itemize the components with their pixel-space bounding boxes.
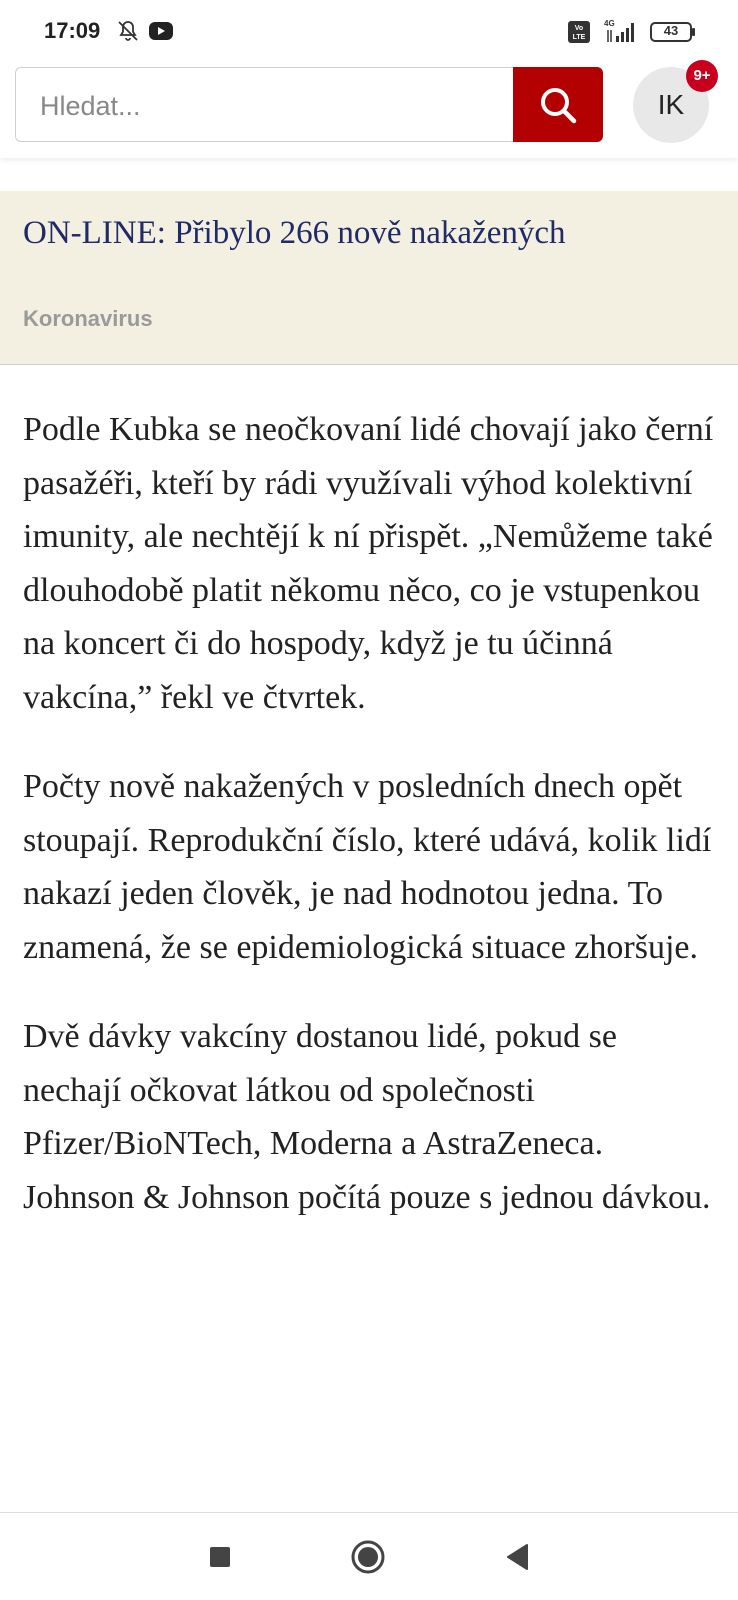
- search-box: [15, 67, 515, 142]
- article-body: [23, 403, 723, 1260]
- svg-text:Vo: Vo: [574, 25, 584, 32]
- breaking-news-strip[interactable]: [0, 191, 738, 365]
- home-circle-icon[interactable]: [346, 1535, 390, 1579]
- avatar-initials: IK: [657, 89, 685, 120]
- bell-off-icon: [116, 19, 140, 43]
- youtube-icon: [148, 19, 174, 43]
- signal-4g-icon: [600, 18, 640, 44]
- notification-badge[interactable]: 9+: [686, 60, 718, 92]
- article-paragraph: Počty nově nakažených v posledních dnech opět stoupají. Reprodukční číslo, které udává, kolik lidí nakazí jeden člověk, je nad hodnotou jedna. To znamená, že se epidemiologická situace zhoršuje.: [23, 768, 712, 966]
- back-triangle-icon[interactable]: [496, 1535, 540, 1579]
- search-input[interactable]: [40, 86, 500, 126]
- battery-level: 43: [663, 23, 679, 38]
- status-time: 17:09: [44, 18, 101, 43]
- svg-text:4G: 4G: [604, 19, 615, 28]
- site-header: [0, 62, 738, 158]
- search-icon: [538, 85, 578, 125]
- battery-icon: [650, 22, 696, 42]
- breaking-news-section[interactable]: Koronavirus: [23, 306, 153, 331]
- svg-text:LTE: LTE: [572, 34, 586, 41]
- status-bar: [0, 0, 738, 62]
- recents-square-icon[interactable]: [198, 1535, 242, 1579]
- system-nav-bar: [0, 1512, 738, 1600]
- article-paragraph: Dvě dávky vakcíny dostanou lidé, pokud se nechají očkovat látkou od společnosti Pfizer/BioNTech, Moderna a AstraZeneca. Johnson & Johnson počítá pouze s jednou dávkou.: [23, 1018, 711, 1216]
- breaking-news-title[interactable]: ON-LINE: Přibylo 266 nově nakažených: [23, 215, 566, 251]
- article-paragraph: Podle Kubka se neočkovaní lidé chovají jako černí pasažéři, kteří by rádi využívali výhod kolektivní imunity, ale nechtějí k ní přispět. „Nemůžeme také dlouhodobě platit někomu něco, co je vstupenkou na koncert či do hospody, když je tu účinná vakcína,” řekl ve čtvrtek.: [23, 411, 714, 716]
- volte-icon: [568, 21, 590, 43]
- search-button[interactable]: [513, 67, 603, 142]
